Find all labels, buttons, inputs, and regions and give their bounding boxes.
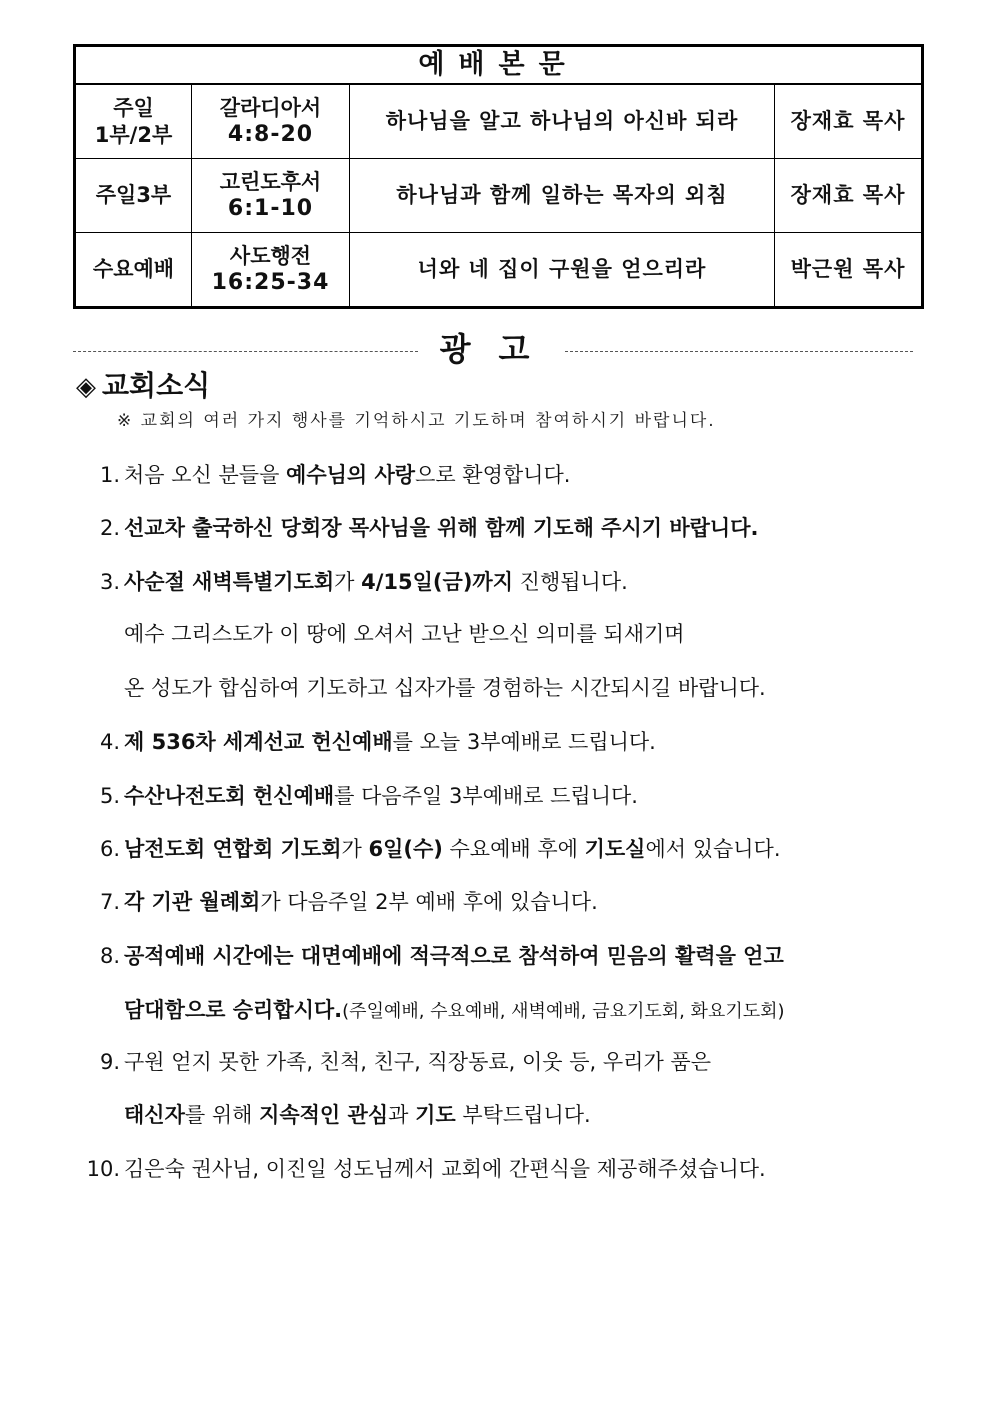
text-bold: 기도 bbox=[415, 1103, 456, 1127]
text-run: 에서 있습니다. bbox=[645, 837, 781, 861]
sermon-table bbox=[73, 44, 924, 309]
list-item-continuation bbox=[70, 673, 766, 703]
text-bold: 수산나전도회 헌신예배 bbox=[124, 784, 335, 808]
item-text bbox=[124, 567, 628, 597]
item-text bbox=[124, 995, 785, 1027]
list-item bbox=[70, 460, 570, 490]
item-text: 온 성도가 합심하여 기도하고 십자가를 경험하는 시간되시길 바랍니다. bbox=[124, 676, 766, 700]
item-number: 8. bbox=[99, 944, 120, 968]
item-text: 선교차 출국하신 당회장 목사님을 위해 함께 기도해 주시기 바랍니다. bbox=[124, 516, 759, 540]
list-item bbox=[70, 727, 656, 757]
text-bold: 제 536차 세계선교 헌신예배 bbox=[124, 730, 393, 754]
text-run: 부탁드립니다. bbox=[455, 1103, 591, 1127]
scripture-cell bbox=[192, 159, 350, 233]
sermon-row bbox=[75, 84, 923, 159]
item-text: 예수 그리스도가 이 땅에 오셔서 고난 받으신 의미를 되새기며 bbox=[124, 622, 685, 646]
item-number: 2. bbox=[99, 516, 120, 540]
service-name: 주일 bbox=[113, 96, 154, 121]
divider-left bbox=[73, 351, 418, 352]
item-text bbox=[124, 781, 638, 811]
sermon-title: 하나님을 알고 하나님의 아신바 되라 bbox=[350, 84, 775, 159]
church-news-label: 교회소식 bbox=[102, 369, 211, 402]
item-number: 7. bbox=[99, 890, 120, 914]
item-number: 4. bbox=[99, 730, 120, 754]
text-bold: 태신자 bbox=[124, 1103, 185, 1127]
item-number: 1. bbox=[99, 463, 120, 487]
text-bold: 지속적인 관심 bbox=[259, 1103, 389, 1127]
text-bold: 사순절 새벽특별기도회 bbox=[124, 570, 335, 594]
text-run: 를 오늘 3부예배로 드립니다. bbox=[392, 730, 656, 754]
list-item bbox=[70, 567, 628, 597]
scripture-ref: 16:25-34 bbox=[211, 269, 330, 295]
item-number: 10. bbox=[86, 1157, 120, 1181]
scripture-cell bbox=[192, 84, 350, 159]
sermon-table-header-row bbox=[75, 46, 923, 85]
diamond-icon: ◈ bbox=[76, 372, 96, 402]
text-small: (주일예배, 수요예배, 새벽예배, 금요기도회, 화요기도회) bbox=[342, 1001, 785, 1022]
scripture-ref: 4:8-20 bbox=[227, 121, 314, 147]
sermon-table-title: 예배본문 bbox=[75, 46, 923, 85]
text-run: 수요예배 후에 bbox=[442, 837, 585, 861]
item-text: 공적예배 시간에는 대면예배에 적극적으로 참석하여 믿음의 활력을 얻고 bbox=[124, 944, 784, 968]
list-item-continuation bbox=[70, 1100, 591, 1130]
text-bold: 담대함으로 승리합시다. bbox=[124, 998, 343, 1022]
service-name: 수요예배 bbox=[92, 257, 175, 282]
text-run: 가 다음주일 2부 예배 후에 있습니다. bbox=[260, 890, 598, 914]
item-number: 9. bbox=[99, 1050, 120, 1074]
list-item bbox=[70, 1154, 766, 1184]
sermon-row bbox=[75, 159, 923, 233]
service-cell bbox=[75, 159, 192, 233]
text-bold: 기도실 bbox=[584, 837, 646, 861]
text-run: 가 bbox=[341, 837, 369, 861]
text-run: 를 다음주일 3부예배로 드립니다. bbox=[334, 784, 638, 808]
list-item bbox=[70, 887, 598, 917]
preacher: 장재효 목사 bbox=[775, 84, 923, 159]
text-bold: 각 기관 월례회 bbox=[124, 890, 261, 914]
preacher: 장재효 목사 bbox=[775, 159, 923, 233]
item-text: 김은숙 권사님, 이진일 성도님께서 교회에 간편식을 제공해주셨습니다. bbox=[124, 1157, 766, 1181]
list-item bbox=[70, 834, 781, 864]
scripture-book: 갈라디아서 bbox=[219, 95, 322, 120]
list-item-continuation bbox=[70, 995, 785, 1025]
text-bold: 6일(수) bbox=[368, 837, 443, 861]
scripture-book: 사도행전 bbox=[229, 243, 312, 268]
item-text bbox=[124, 1100, 591, 1130]
service-sub: 1부/2부 bbox=[94, 122, 173, 147]
sermon-title: 하나님과 함께 일하는 목자의 외침 bbox=[350, 159, 775, 233]
item-number: 5. bbox=[99, 784, 120, 808]
item-number: 3. bbox=[99, 570, 120, 594]
text-run: 가 bbox=[334, 570, 362, 594]
item-text: 구원 얻지 못한 가족, 친척, 친구, 직장동료, 이웃 등, 우리가 품은 bbox=[124, 1050, 711, 1074]
text-run: 진행됩니다. bbox=[513, 570, 628, 594]
item-text bbox=[124, 887, 598, 917]
item-text bbox=[124, 727, 656, 757]
item-text bbox=[124, 460, 570, 490]
text-bold: 4/15일(금)까지 bbox=[361, 570, 513, 594]
item-number: 6. bbox=[99, 837, 120, 861]
church-news-note: ※ 교회의 여러 가지 행사를 기억하시고 기도하며 참여하시기 바랍니다. bbox=[117, 411, 716, 431]
text-run: 를 위해 bbox=[184, 1103, 260, 1127]
service-name: 주일3부 bbox=[95, 183, 172, 208]
preacher: 박근원 목사 bbox=[775, 233, 923, 308]
text-bold: 예수님의 사랑 bbox=[286, 463, 416, 487]
scripture-ref: 6:1-10 bbox=[227, 195, 314, 221]
announcements-title: 광고 bbox=[439, 330, 558, 368]
text-run: 과 bbox=[388, 1103, 416, 1127]
sermon-title: 너와 네 집이 구원을 얻으리라 bbox=[350, 233, 775, 308]
text-bold: 남전도회 연합회 기도회 bbox=[124, 837, 342, 861]
scripture-book: 고린도후서 bbox=[219, 169, 322, 194]
list-item-continuation bbox=[70, 619, 685, 649]
church-news-heading bbox=[76, 364, 210, 404]
service-cell bbox=[75, 84, 192, 159]
list-item bbox=[70, 941, 784, 971]
divider-right bbox=[565, 351, 913, 352]
sermon-row bbox=[75, 233, 923, 308]
list-item bbox=[70, 1047, 711, 1077]
scripture-cell bbox=[192, 233, 350, 308]
list-item bbox=[70, 513, 758, 543]
text-run: 처음 오신 분들을 bbox=[124, 463, 287, 487]
item-text bbox=[124, 834, 781, 864]
text-run: 으로 환영합니다. bbox=[415, 463, 571, 487]
list-item bbox=[70, 781, 638, 811]
service-cell bbox=[75, 233, 192, 308]
